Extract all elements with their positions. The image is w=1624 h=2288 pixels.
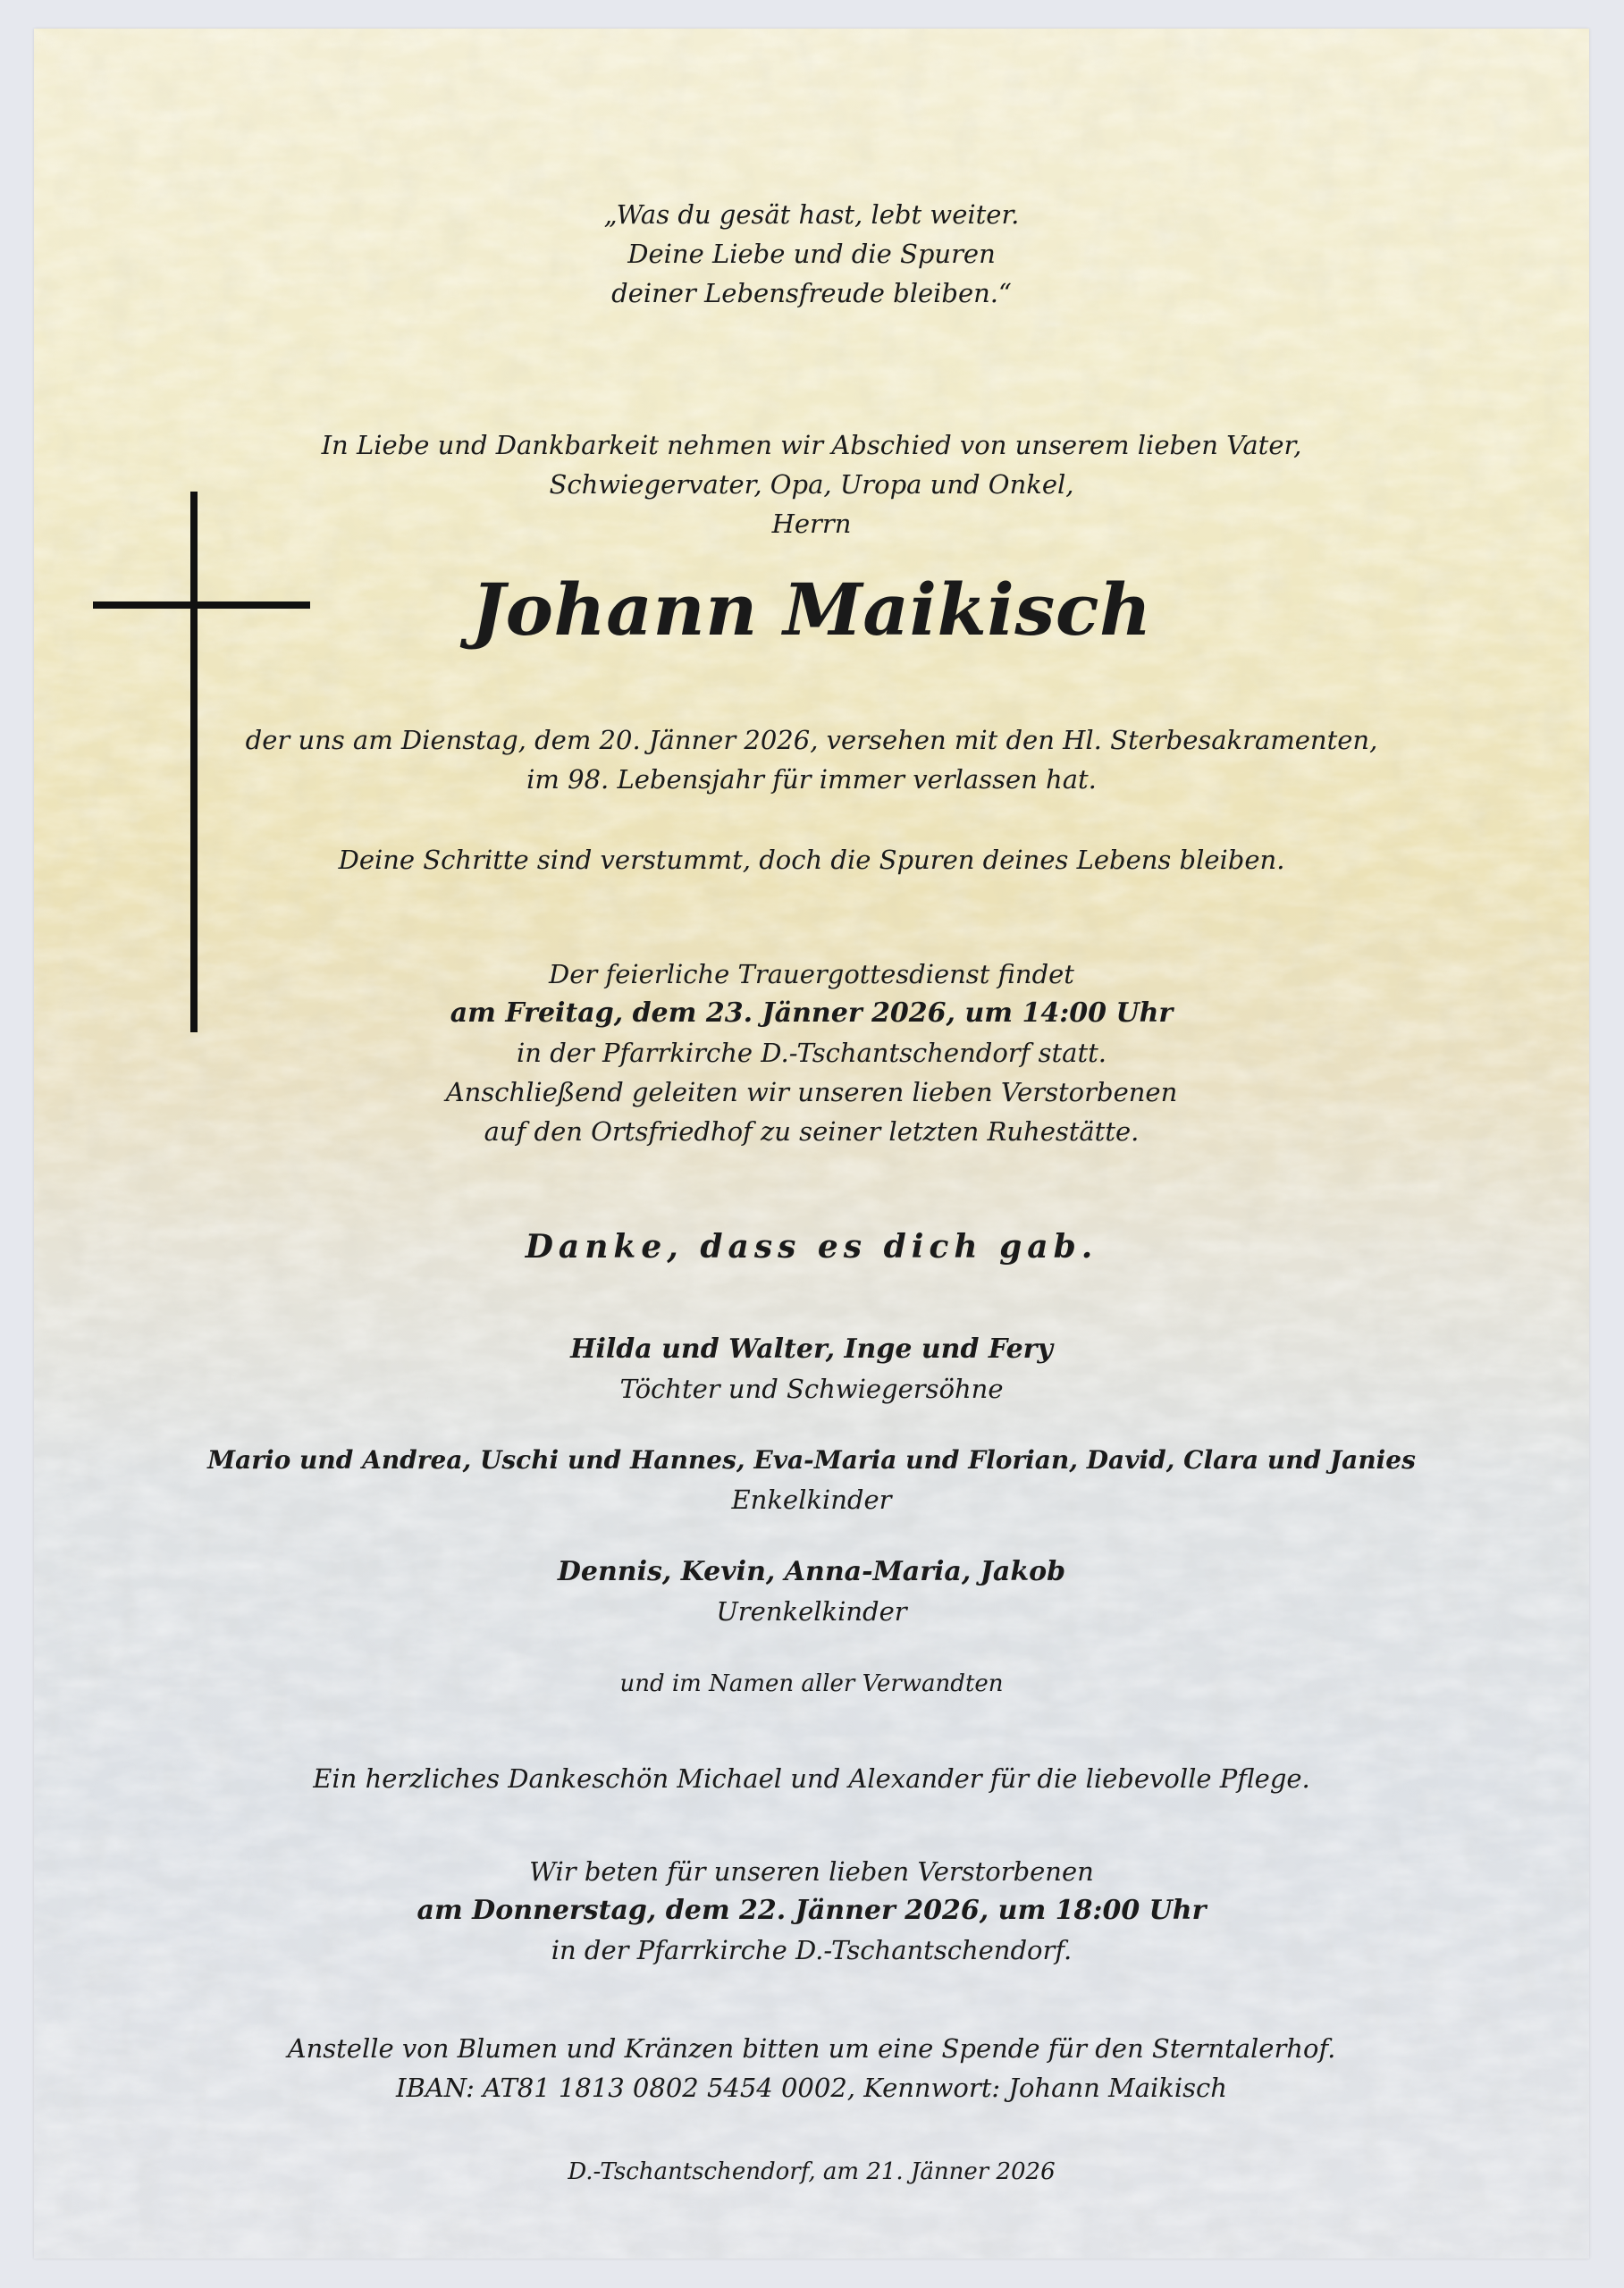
deceased-name-block — [34, 567, 1589, 652]
funeral-line-3: in der Pfarrkirche D.-Tschantschendorf statt. — [517, 1038, 1107, 1068]
intro-line-3: Herrn — [771, 509, 852, 539]
verse — [34, 840, 1589, 879]
quote-line-3: deiner Lebensfreude bleiben.“ — [611, 278, 1012, 308]
relatives-block — [34, 1664, 1589, 1703]
opening-quote — [34, 195, 1589, 313]
thanks-heading: Danke, dass es dich gab. — [525, 1228, 1098, 1266]
donation-line-2: IBAN: AT81 1813 0802 5454 0002, Kennwort: Johann Maikisch — [396, 2073, 1227, 2103]
funeral-line-5: auf den Ortsfriedhof zu seiner letzten Ruhestätte. — [484, 1116, 1140, 1147]
funeral-info — [34, 955, 1589, 1151]
prayer-info — [34, 1852, 1589, 1970]
mourner-group-3 — [34, 1552, 1589, 1631]
intro-line-1: In Liebe und Dankbarkeit nehmen wir Abschied von unserem lieben Vater, — [321, 430, 1302, 460]
place-date-block — [34, 2152, 1589, 2191]
prayer-line-1: Wir beten für unseren lieben Verstorbenen — [529, 1856, 1094, 1887]
prayer-datetime: am Donnerstag, dem 22. Jänner 2026, um 18:00 Uhr — [417, 1895, 1207, 1926]
verse-text: Deine Schritte sind verstummt, doch die Spuren deines Lebens bleiben. — [338, 845, 1285, 875]
quote-line-2: Deine Liebe und die Spuren — [627, 239, 996, 269]
funeral-datetime: am Freitag, dem 23. Jänner 2026, um 14:00 Uhr — [450, 997, 1174, 1029]
obituary-card — [34, 29, 1589, 2259]
prayer-line-3: in der Pfarrkirche D.-Tschantschendorf. — [551, 1935, 1073, 1965]
mourner-names: Mario und Andrea, Uschi und Hannes, Eva-Maria und Florian, David, Clara und Janies — [207, 1445, 1416, 1475]
thanks-heading-block — [34, 1226, 1589, 1267]
place-date: D.-Tschantschendorf, am 21. Jänner 2026 — [568, 2158, 1056, 2185]
intro-text — [34, 425, 1589, 543]
donation-info — [34, 2029, 1589, 2107]
funeral-line-1: Der feierliche Trauergottesdienst findet — [549, 959, 1074, 989]
mourner-names: Dennis, Kevin, Anna-Maria, Jakob — [557, 1556, 1066, 1587]
mourner-group-1 — [34, 1330, 1589, 1409]
deceased-name: Johann Maikisch — [471, 568, 1152, 652]
quote-line-1: „Was du gesät hast, lebt weiter. — [603, 199, 1020, 230]
mourner-relation: Töchter und Schwiegersöhne — [619, 1374, 1004, 1404]
mourner-relation: Urenkelkinder — [716, 1596, 907, 1627]
mourner-names: Hilda und Walter, Inge und Fery — [570, 1333, 1053, 1365]
obituary-text — [34, 29, 1589, 2259]
death-notice — [34, 720, 1589, 799]
care-thanks-text: Ein herzliches Dankeschön Michael und Alexander für die liebevolle Pflege. — [313, 1763, 1310, 1794]
care-thanks-block — [34, 1759, 1589, 1798]
death-notice-line-2: im 98. Lebensjahr für immer verlassen hat. — [526, 764, 1097, 795]
funeral-line-4: Anschließend geleiten wir unseren lieben Verstorbenen — [445, 1077, 1178, 1107]
death-notice-line-1: der uns am Dienstag, dem 20. Jänner 2026, versehen mit den Hl. Sterbesakramenten, — [245, 725, 1378, 755]
relatives-text: und im Namen aller Verwandten — [619, 1670, 1004, 1697]
mourner-group-2 — [34, 1441, 1589, 1519]
donation-line-1: Anstelle von Blumen und Kränzen bitten um eine Spende für den Sterntalerhof. — [287, 2033, 1336, 2064]
intro-line-2: Schwiegervater, Opa, Uropa und Onkel, — [549, 469, 1074, 500]
mourner-relation: Enkelkinder — [731, 1485, 892, 1515]
